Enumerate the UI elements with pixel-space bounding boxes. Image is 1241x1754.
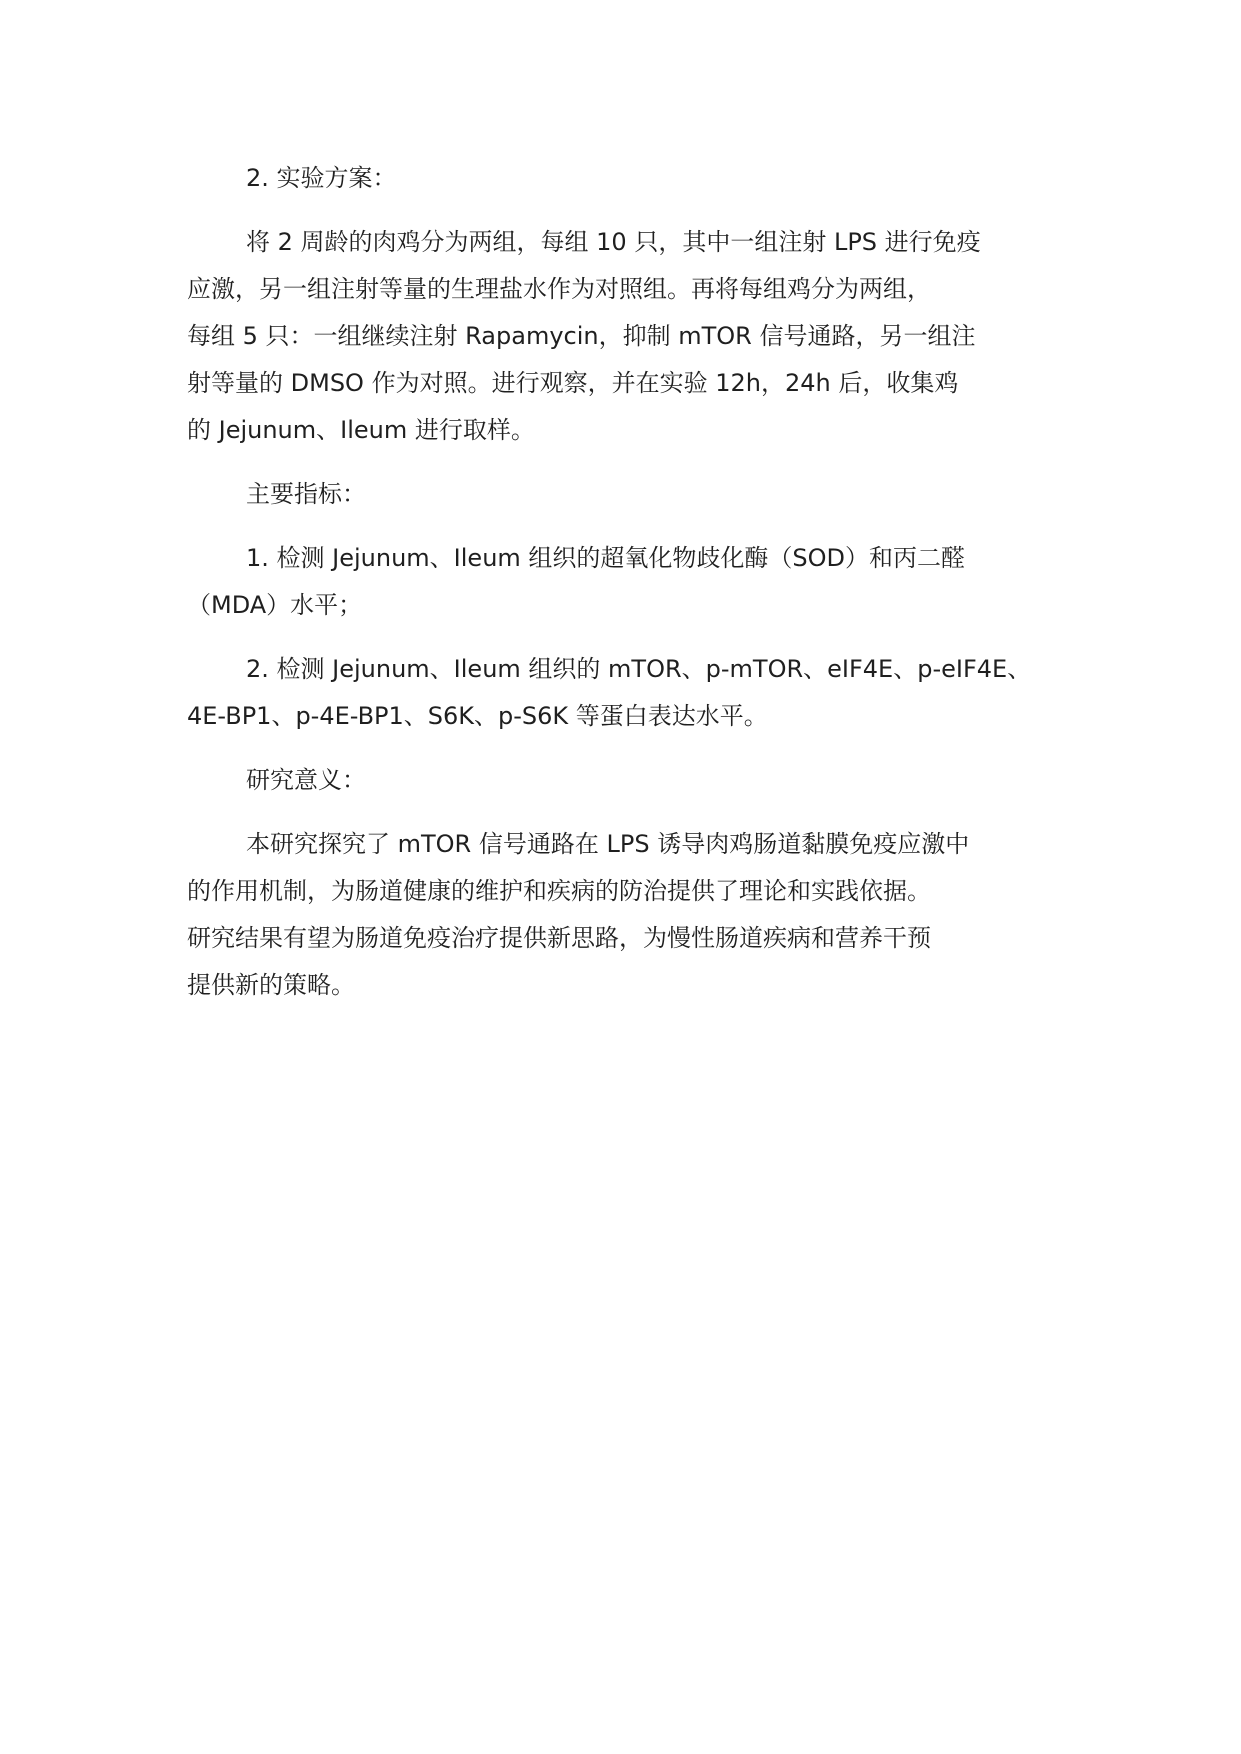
text-line: 的作用机制，为肠道健康的维护和疾病的防治提供了理论和实践依据。 — [187, 877, 931, 905]
text-line: 射等量的 DMSO 作为对照。进行观察，并在实验 12h，24h 后，收集鸡 — [187, 369, 959, 397]
text-line: 的 Jejunum、Ileum 进行取样。 — [187, 416, 535, 444]
section-heading — [187, 155, 1057, 202]
text-line: 将 2 周龄的肉鸡分为两组，每组 10 只，其中一组注射 LPS 进行免疫 — [246, 228, 981, 256]
method-paragraph — [187, 219, 1057, 454]
text-line: 研究意义： — [246, 766, 366, 794]
text-line: 4E-BP1、p-4E-BP1、S6K、p-S6K 等蛋白表达水平。 — [187, 702, 768, 730]
text-line: 应激，另一组注射等量的生理盐水作为对照组。再将每组鸡分为两组， — [187, 275, 931, 303]
indicator-item-1 — [187, 535, 1057, 629]
text-line: 主要指标： — [246, 480, 366, 508]
significance-paragraph — [187, 821, 1057, 1009]
text-line: 2. 实验方案： — [246, 164, 397, 192]
text-line: 研究结果有望为肠道免疫治疗提供新思路，为慢性肠道疾病和营养干预 — [187, 924, 931, 952]
significance-heading — [187, 757, 1057, 804]
text-line: 2. 检测 Jejunum、Ileum 组织的 mTOR、p-mTOR、eIF4E、p-eIF4E、 — [246, 655, 1032, 683]
document-body — [187, 155, 1057, 1009]
text-line: （MDA）水平； — [187, 591, 363, 619]
text-line: 本研究探究了 mTOR 信号通路在 LPS 诱导肉鸡肠道黏膜免疫应激中 — [246, 830, 970, 858]
text-line: 1. 检测 Jejunum、Ileum 组织的超氧化物歧化酶（SOD）和丙二醛 — [246, 544, 966, 572]
indicators-heading — [187, 471, 1057, 518]
text-line: 每组 5 只：一组继续注射 Rapamycin，抑制 mTOR 信号通路，另一组注 — [187, 322, 976, 350]
indicator-item-2 — [187, 646, 1057, 740]
text-line: 提供新的策略。 — [187, 971, 355, 999]
